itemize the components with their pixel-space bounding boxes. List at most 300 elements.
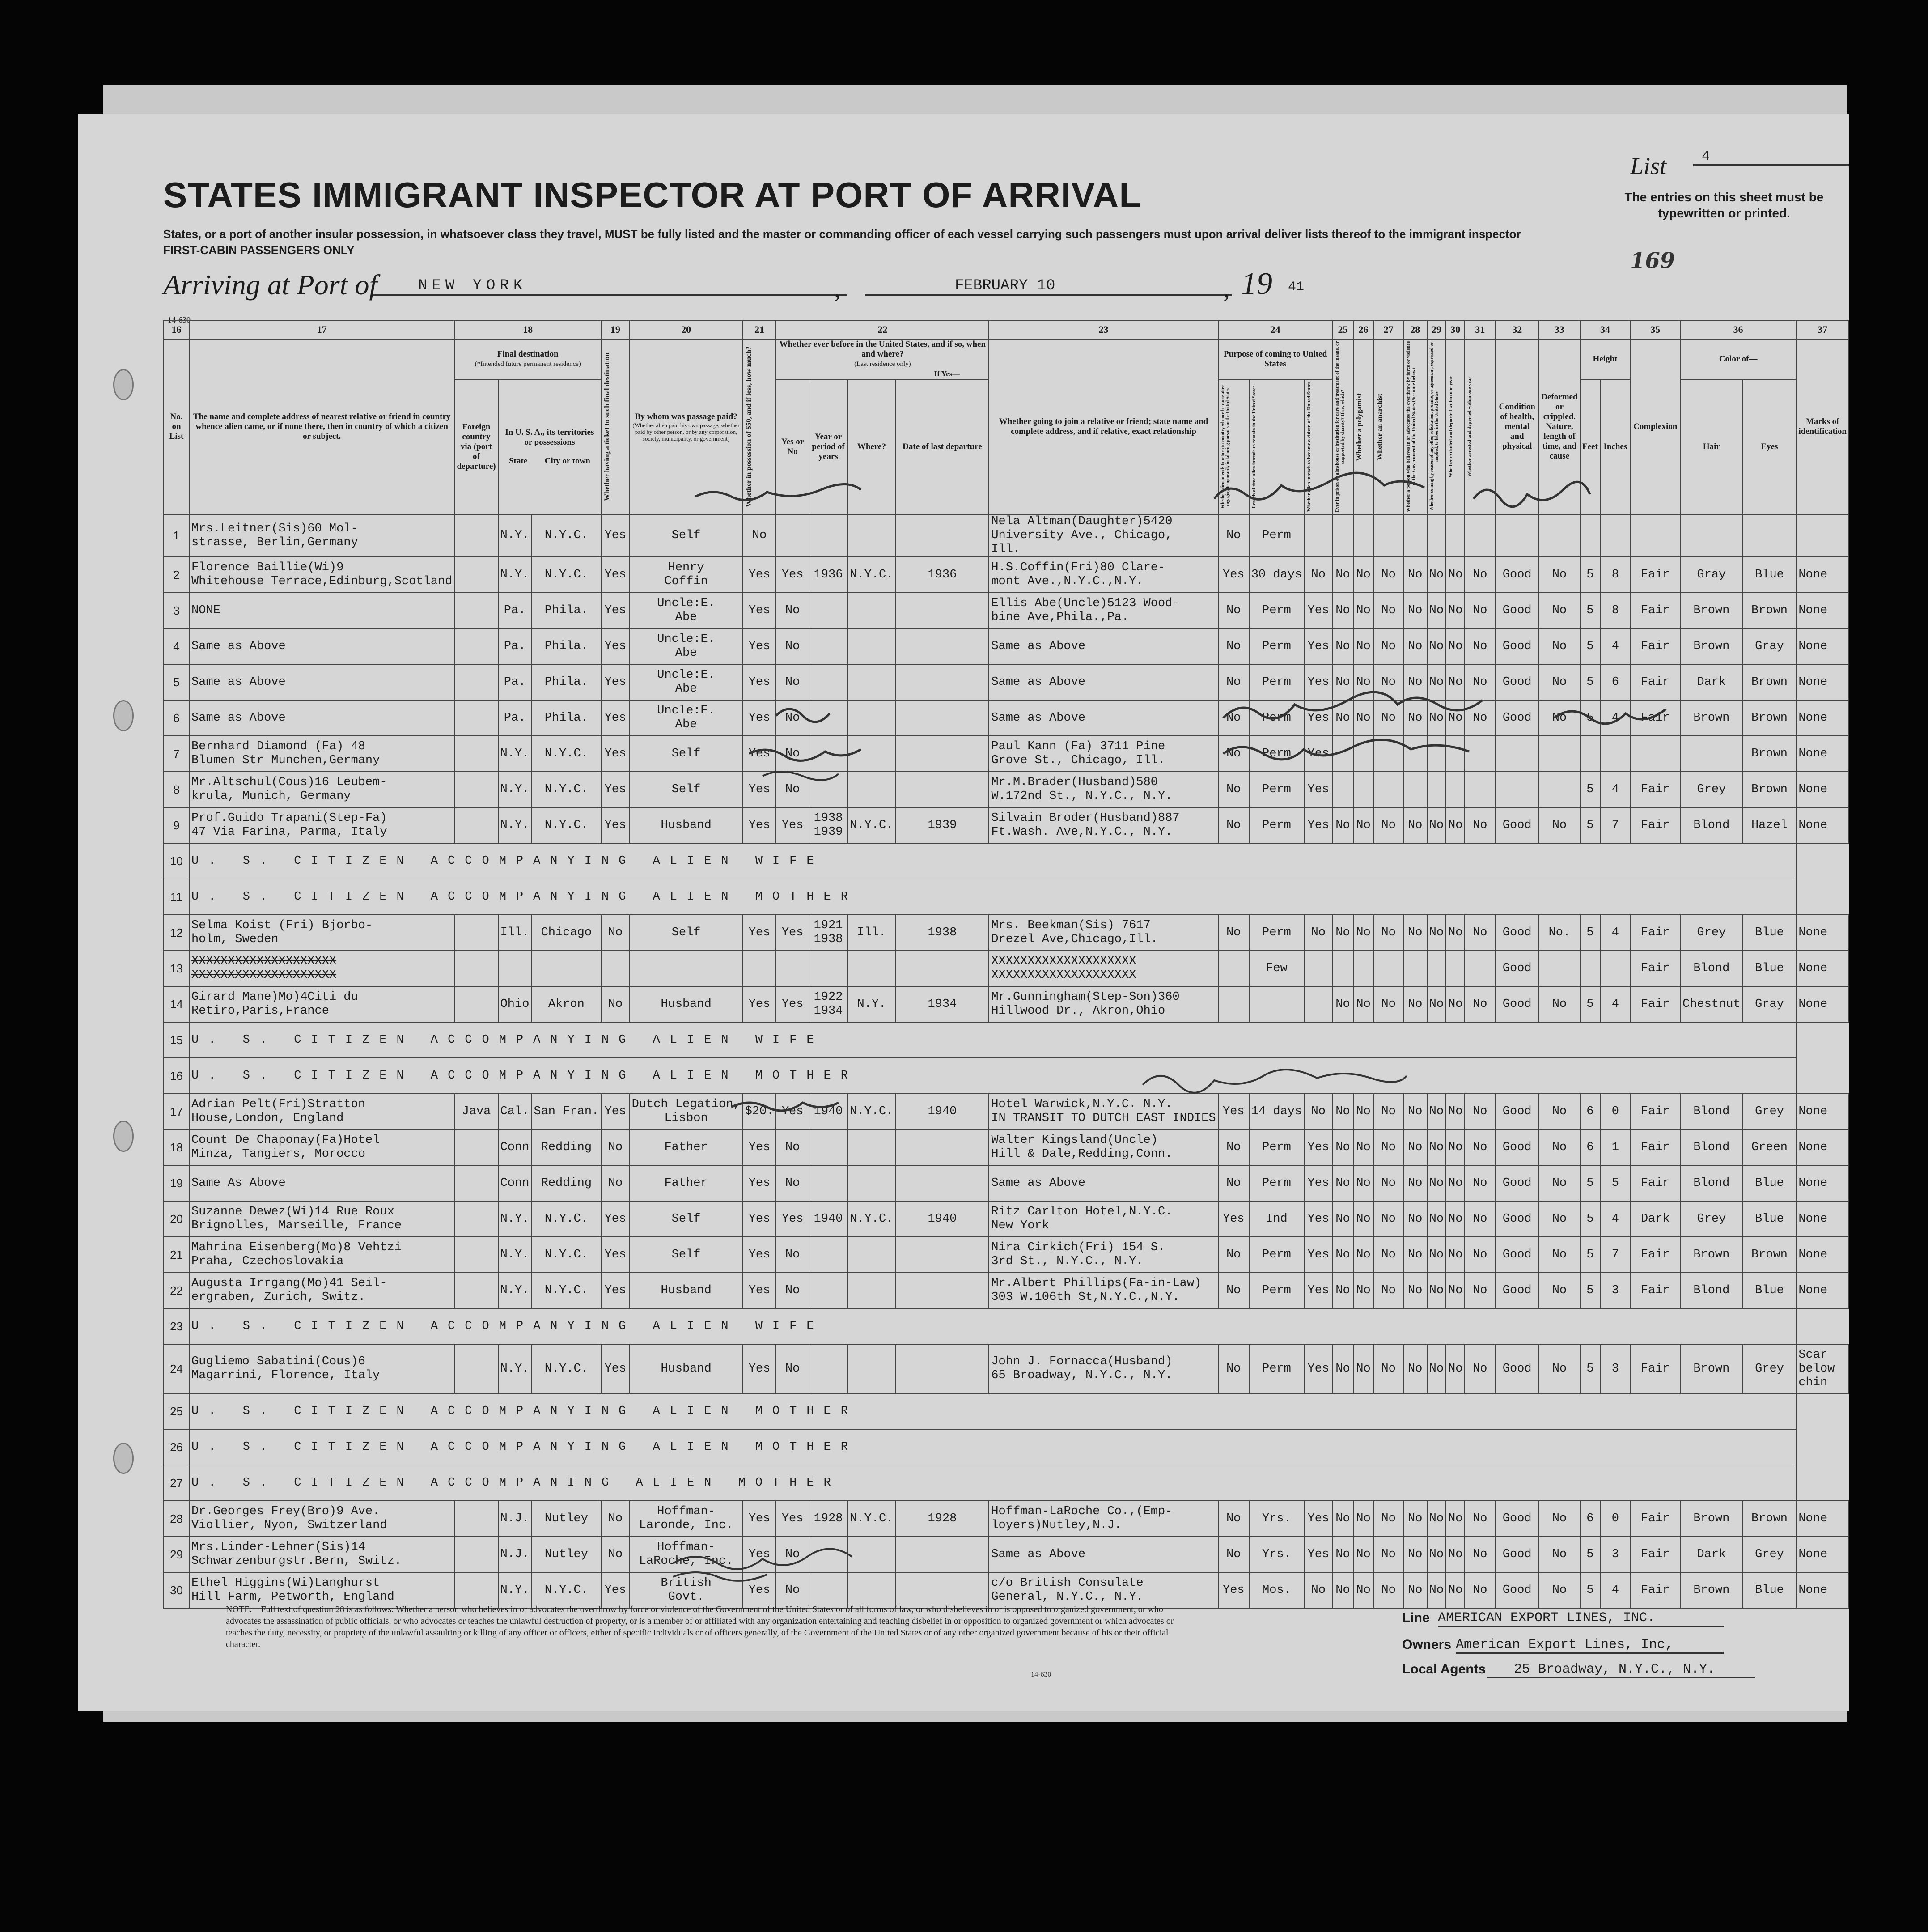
complexion-cell: Fair: [1630, 951, 1680, 986]
col-31-cell: No: [1465, 557, 1495, 593]
passage-paid-line: LaRoche, Inc.: [639, 1554, 733, 1568]
table-row: [164, 1129, 1849, 1165]
possession-cell: Yes: [743, 593, 776, 628]
relative-cell: [189, 1273, 454, 1308]
foreign-country-cell: [454, 1537, 498, 1572]
state-cell: N.Y.: [498, 1344, 532, 1393]
row-number: 22: [164, 1273, 189, 1308]
col-31-cell: [1465, 736, 1495, 772]
purpose-c-cell: Yes: [1304, 772, 1332, 807]
ticket-label: Whether having a ticket to such final destination: [603, 352, 611, 501]
col-30-cell: No: [1446, 664, 1465, 700]
purpose-b-cell: Perm: [1249, 1273, 1304, 1308]
footnote: NOTE.—Full text of question 28 is as follows: Whether a person who believes in or advocates the overthrow by force or violence of the Government of the United States or of all forms of law, or who disbelieves in or is opposed to organized government, or who advocates the assassination of public officials, or who advocates or teaches the unlawful destruction of property, or is a member of or affiliated with any organization entertaining and teaching disbelief in or opposition to organized government or which advocates or teaches the duty, necessity, or propriety of the unlawful assaulting or killing of any officer or officers, either of specific individuals or of officers generally, of the Government of the United States or of any other organized government because of his or their official character.: [226, 1605, 1174, 1649]
col-30-cell: No: [1446, 1201, 1465, 1237]
hair-cell: Blond: [1680, 951, 1743, 986]
col-28-cell: No: [1403, 807, 1427, 843]
table-row: [164, 1201, 1849, 1237]
col-31-cell: No: [1465, 700, 1495, 736]
col-28-cell: [1403, 736, 1427, 772]
col-26-cell: No: [1353, 1094, 1374, 1129]
table-row: [164, 1429, 1849, 1465]
inches-cell: 4: [1600, 628, 1630, 664]
state-cell: [498, 951, 532, 986]
hair-cell: [1680, 514, 1743, 557]
purpose-b-cell: Yrs.: [1249, 1501, 1304, 1537]
col-30-cell: No: [1446, 700, 1465, 736]
relative-cell: [189, 628, 454, 664]
binder-hole: [113, 1121, 134, 1152]
col-30-cell: No: [1446, 986, 1465, 1022]
joining-line: Hoffman-LaRoche Co.,(Emp-: [991, 1505, 1173, 1518]
marks-cell: None: [1796, 1165, 1849, 1201]
inches-cell: 4: [1600, 1201, 1630, 1237]
joining-cell: [989, 664, 1218, 700]
joining-cell: [989, 700, 1218, 736]
before-in-us-cell: Yes: [776, 915, 809, 951]
col-29-cell: [1427, 772, 1446, 807]
col-31-cell: No: [1465, 1273, 1495, 1308]
joining-cell: [989, 1165, 1218, 1201]
col-28-cell: No: [1403, 1165, 1427, 1201]
city-cell: Nutley: [531, 1501, 601, 1537]
col-26-cell: No: [1353, 986, 1374, 1022]
column-number: 24: [1218, 320, 1333, 339]
col-27-cell: [1374, 736, 1403, 772]
joining-line: c/o British Consulate: [991, 1576, 1144, 1590]
col-26-cell: No: [1353, 1165, 1374, 1201]
feet-cell: 5: [1580, 1237, 1601, 1273]
inches-cell: 0: [1600, 1094, 1630, 1129]
departure-date-cell: [895, 1344, 989, 1393]
complexion-cell: Fair: [1630, 593, 1680, 628]
ticket-cell: No: [601, 986, 629, 1022]
purpose-b-cell: 14 days: [1249, 1094, 1304, 1129]
relative-line: 47 Via Farina, Parma, Italy: [191, 825, 387, 839]
col-30-cell: [1446, 736, 1465, 772]
passage-paid-line: Self: [671, 926, 701, 939]
ticket-cell: Yes: [601, 593, 629, 628]
table-row: [164, 1501, 1849, 1537]
joining-line: H.S.Coffin(Fri)80 Clare-: [991, 561, 1165, 574]
marks-cell: None: [1796, 1501, 1849, 1537]
health-cell: Good: [1495, 664, 1539, 700]
col-25-cell: No: [1332, 807, 1353, 843]
line-label: Line: [1402, 1610, 1430, 1625]
possession-label: Whether in possession of $50, and if less, how much?: [745, 346, 753, 507]
possession-cell: Yes: [743, 1165, 776, 1201]
manifest-rows: [164, 514, 1849, 1608]
inches-cell: 5: [1600, 1165, 1630, 1201]
agents-label: Local Agents: [1402, 1662, 1486, 1677]
agents-value: 25 Broadway, N.Y.C., N.Y.: [1487, 1662, 1755, 1678]
row-number: 29: [164, 1537, 189, 1572]
row-number: 12: [164, 915, 189, 951]
foreign-country-cell: [454, 1273, 498, 1308]
purpose-b-label: Length of time alien intends to remain in the United States: [1251, 385, 1257, 509]
joining-line: General, N.Y.C., N.Y.: [991, 1590, 1144, 1604]
where-cell: [847, 1273, 895, 1308]
departure-date-cell: [895, 1273, 989, 1308]
purpose-c-cell: No: [1304, 1094, 1332, 1129]
col-27-cell: No: [1374, 807, 1403, 843]
row-number: 4: [164, 628, 189, 664]
year-period-line: 1938: [814, 933, 843, 946]
departure-date-cell: [895, 772, 989, 807]
where-cell: [847, 772, 895, 807]
state-cell: N.Y.: [498, 1273, 532, 1308]
hair-cell: Gray: [1680, 557, 1743, 593]
joining-line: New York: [991, 1219, 1049, 1232]
year-period-cell: [809, 1501, 847, 1537]
col-28-cell: [1403, 514, 1427, 557]
relative-line: Hill Farm, Petworth, England: [191, 1590, 394, 1604]
foreign-country-cell: [454, 557, 498, 593]
final-destination-label: Final destination: [497, 349, 559, 359]
final-destination-sub: (*Intended future permanent residence): [475, 361, 581, 368]
purpose-a-cell: Yes: [1218, 557, 1249, 593]
passage-paid-line: Lisbon: [664, 1112, 708, 1125]
joining-line: IN TRANSIT TO DUTCH EAST INDIES: [991, 1112, 1216, 1125]
col-28-cell: No: [1403, 557, 1427, 593]
col-31-cell: No: [1465, 915, 1495, 951]
col-25-cell: No: [1332, 1237, 1353, 1273]
header-col-32: Condition of health, mental and physical: [1495, 339, 1539, 514]
relative-cell: [189, 772, 454, 807]
complexion-cell: Fair: [1630, 700, 1680, 736]
column-number: 32: [1495, 320, 1539, 339]
complexion-cell: Fair: [1630, 1537, 1680, 1572]
col-27-cell: No: [1374, 557, 1403, 593]
ticket-cell: Yes: [601, 628, 629, 664]
before-in-us-cell: [776, 514, 809, 557]
possession-cell: Yes: [743, 807, 776, 843]
state-cell: N.Y.: [498, 514, 532, 557]
hair-cell: Brown: [1680, 1572, 1743, 1608]
inches-cell: 3: [1600, 1537, 1630, 1572]
col-25-label: Ever in prison or almshouse or institution for care and treatment of the insane, or supported by charity? If so, which?: [1335, 341, 1346, 513]
purpose-c-cell: Yes: [1304, 1129, 1332, 1165]
header-inches: Inches: [1600, 379, 1630, 514]
joining-line: Nira Cirkich(Fri) 154 S.: [991, 1241, 1165, 1254]
deformed-cell: No: [1539, 1537, 1580, 1572]
passage-paid-cell: [630, 1201, 743, 1237]
possession-cell: Yes: [743, 1273, 776, 1308]
year-period-cell: [809, 772, 847, 807]
passage-paid-cell: [630, 915, 743, 951]
ticket-cell: Yes: [601, 557, 629, 593]
passage-paid-line: Father: [664, 1176, 708, 1190]
joining-cell: [989, 986, 1218, 1022]
joining-line: Same as Above: [991, 1176, 1085, 1190]
ticket-cell: No: [601, 1501, 629, 1537]
before-in-us-cell: No: [776, 1237, 809, 1273]
col-29-label: Whether coming by reason of any offer, solicitation, promise, or agreement, expressed or implied, to labor in the United States: [1429, 342, 1439, 511]
col-30-cell: No: [1446, 807, 1465, 843]
header-col-26: [1353, 339, 1374, 514]
col-27-cell: No: [1374, 1094, 1403, 1129]
col-25-cell: [1332, 772, 1353, 807]
col-30-cell: No: [1446, 593, 1465, 628]
year-period-cell: [809, 664, 847, 700]
binder-hole: [113, 1443, 134, 1474]
deformed-cell: No: [1539, 986, 1580, 1022]
col-31-cell: No: [1465, 1344, 1495, 1393]
purpose-a-cell: Yes: [1218, 1572, 1249, 1608]
header-joining: Whether going to join a relative or friend; state name and complete address, and if relative, exact relationship: [989, 339, 1218, 514]
col-27-cell: No: [1374, 986, 1403, 1022]
col-27-cell: No: [1374, 1501, 1403, 1537]
header-final-destination: [454, 339, 601, 379]
deformed-cell: [1539, 736, 1580, 772]
row-number: 26: [164, 1429, 189, 1465]
joining-line: Mr.M.Brader(Husband)580: [991, 776, 1158, 789]
departure-date-cell: 1938: [895, 915, 989, 951]
col-31-cell: No: [1465, 664, 1495, 700]
col-26-cell: No: [1353, 628, 1374, 664]
eyes-cell: Grey: [1743, 1537, 1797, 1572]
citizen-note: U. S. CITIZEN ACCOMPANYING ALIEN MOTHER: [189, 879, 1796, 915]
city-cell: San Fran.: [531, 1094, 601, 1129]
passage-paid-line: Husband: [661, 997, 712, 1011]
deformed-cell: No: [1539, 1165, 1580, 1201]
relative-cell: [189, 915, 454, 951]
col-25-cell: No: [1332, 1501, 1353, 1537]
purpose-b-cell: Perm: [1249, 1129, 1304, 1165]
joining-cell: [989, 557, 1218, 593]
health-cell: Good: [1495, 915, 1539, 951]
feet-cell: 5: [1580, 772, 1601, 807]
ticket-cell: Yes: [601, 736, 629, 772]
ticket-cell: Yes: [601, 1344, 629, 1393]
year-period-cell: [809, 1094, 847, 1129]
departure-date-cell: [895, 951, 989, 986]
foreign-country-cell: [454, 915, 498, 951]
eyes-cell: Hazel: [1743, 807, 1797, 843]
possession-cell: $20.: [743, 1094, 776, 1129]
joining-cell: [989, 593, 1218, 628]
joining-line: 3rd St., N.Y.C., N.Y.: [991, 1255, 1144, 1268]
inches-cell: 0: [1600, 1501, 1630, 1537]
col-28-cell: No: [1403, 1201, 1427, 1237]
header-date-departure: Date of last departure: [895, 379, 989, 514]
where-cell: [847, 700, 895, 736]
purpose-c-cell: Yes: [1304, 1537, 1332, 1572]
col-31-cell: No: [1465, 1501, 1495, 1537]
citizen-note: U. S. CITIZEN ACCOMPANYING ALIEN MOTHER: [189, 1429, 1796, 1465]
purpose-b-cell: Perm: [1249, 1237, 1304, 1273]
joining-line: Paul Kann (Fa) 3711 Pine: [991, 740, 1165, 753]
col-25-cell: No: [1332, 628, 1353, 664]
health-cell: Good: [1495, 951, 1539, 986]
possession-cell: Yes: [743, 1572, 776, 1608]
col-27-cell: No: [1374, 593, 1403, 628]
column-number: 34: [1580, 320, 1631, 339]
joining-line: 65 Broadway, N.Y.C., N.Y.: [991, 1369, 1173, 1382]
state-cell: N.Y.: [498, 557, 532, 593]
passage-paid-cell: [630, 1572, 743, 1608]
joining-line: Silvain Broder(Husband)887: [991, 811, 1180, 825]
eyes-cell: Grey: [1743, 1344, 1797, 1393]
relative-line: Magarrini, Florence, Italy: [191, 1369, 380, 1382]
header-col-29: [1427, 339, 1446, 514]
column-number: 33: [1539, 320, 1580, 339]
inches-cell: 3: [1600, 1273, 1630, 1308]
foreign-country-cell: [454, 1501, 498, 1537]
marks-cell: None: [1796, 736, 1849, 772]
health-cell: Good: [1495, 1501, 1539, 1537]
header-col-30: [1446, 339, 1465, 514]
purpose-b-cell: Perm: [1249, 736, 1304, 772]
hair-cell: [1680, 736, 1743, 772]
where-cell: [847, 514, 895, 557]
relative-cell: [189, 1201, 454, 1237]
before-in-us-cell: No: [776, 1165, 809, 1201]
row-number: 3: [164, 593, 189, 628]
port-value: NEW YORK: [373, 277, 847, 296]
ticket-cell: Yes: [601, 514, 629, 557]
passage-paid-cell: [630, 1165, 743, 1201]
deformed-cell: No: [1539, 628, 1580, 664]
year-suffix: 41: [1288, 280, 1305, 295]
year-period-line: 1928: [814, 1512, 843, 1525]
col-30-cell: No: [1446, 915, 1465, 951]
passage-paid-line: Self: [671, 1212, 701, 1226]
year-period-line: 1921: [814, 919, 843, 932]
col-26-cell: [1353, 951, 1374, 986]
col-26-cell: No: [1353, 915, 1374, 951]
citizen-note: U. S. CITIZEN ACCOMPANING ALIEN MOTHER: [189, 1465, 1796, 1501]
foreign-country-cell: Java: [454, 1094, 498, 1129]
col-29-cell: No: [1427, 986, 1446, 1022]
purpose-b-cell: Mos.: [1249, 1572, 1304, 1608]
column-number: 17: [189, 320, 454, 339]
passage-paid-line: Hoffman-: [657, 1505, 715, 1518]
state-city-labels: [500, 456, 599, 466]
comma: ,: [1223, 273, 1230, 303]
row-number: 15: [164, 1022, 189, 1058]
table-row: [164, 700, 1849, 736]
in-usa-label: In U. S. A., its territories or possessions: [505, 428, 594, 447]
table-row: [164, 736, 1849, 772]
ticket-cell: Yes: [601, 1572, 629, 1608]
relative-cell: [189, 1537, 454, 1572]
purpose-c-cell: Yes: [1304, 628, 1332, 664]
relative-cell: [189, 593, 454, 628]
col-30-label: Whether excluded and deported within one year: [1448, 376, 1454, 478]
year-period-cell: [809, 700, 847, 736]
row-number: 9: [164, 807, 189, 843]
purpose-a-cell: No: [1218, 514, 1249, 557]
complexion-cell: Fair: [1630, 915, 1680, 951]
col-27-cell: No: [1374, 1344, 1403, 1393]
inches-cell: [1600, 736, 1630, 772]
health-cell: Good: [1495, 1094, 1539, 1129]
table-row: [164, 986, 1849, 1022]
foreign-country-cell: [454, 1165, 498, 1201]
hair-cell: Brown: [1680, 1237, 1743, 1273]
column-number: 18: [454, 320, 601, 339]
purpose-a-cell: No: [1218, 1344, 1249, 1393]
deformed-cell: No: [1539, 664, 1580, 700]
inches-cell: 8: [1600, 593, 1630, 628]
deformed-cell: No: [1539, 1094, 1580, 1129]
relative-line: Suzanne Dewez(Wi)14 Rue Roux: [191, 1205, 394, 1219]
joining-line: Same as Above: [991, 639, 1085, 653]
relative-line: XXXXXXXXXXXXXXXXXXXX: [191, 968, 337, 982]
col-29-cell: [1427, 736, 1446, 772]
header-col-27: [1374, 339, 1403, 514]
relative-line: Mahrina Eisenberg(Mo)8 Vehtzi: [191, 1241, 402, 1254]
foreign-country-cell: [454, 1129, 498, 1165]
relative-line: Selma Koist (Fri) Bjorbo-: [191, 919, 373, 932]
instructions-line-1: States, or a port of another insular possession, in whatsoever class they travel, MUST be fully listed and the master or commanding officer of each vessel carrying such passengers must upon arrival deliver lists thereof to the immigrant inspector: [163, 227, 1521, 241]
state-cell: Conn: [498, 1129, 532, 1165]
state-cell: N.Y.: [498, 772, 532, 807]
health-cell: Good: [1495, 807, 1539, 843]
relative-line: Same As Above: [191, 1176, 286, 1190]
joining-line: Grove St., Chicago, Ill.: [991, 754, 1165, 767]
typewritten-note: The entries on this sheet must be typewritten or printed.: [1624, 190, 1824, 220]
col-29-cell: No: [1427, 700, 1446, 736]
col-30-cell: No: [1446, 1165, 1465, 1201]
relative-line: Same as Above: [191, 639, 286, 653]
purpose-c-cell: No: [1304, 915, 1332, 951]
col-25-cell: No: [1332, 700, 1353, 736]
before-in-us-cell: No: [776, 593, 809, 628]
state-cell: Conn: [498, 1165, 532, 1201]
row-number: 20: [164, 1201, 189, 1237]
relative-line: holm, Sweden: [191, 933, 279, 946]
col-26-cell: No: [1353, 807, 1374, 843]
col-28-cell: No: [1403, 1094, 1427, 1129]
relative-cell: [189, 1129, 454, 1165]
eyes-cell: Blue: [1743, 1572, 1797, 1608]
binder-hole: [113, 369, 134, 400]
row-number: 5: [164, 664, 189, 700]
before-in-us-cell: Yes: [776, 807, 809, 843]
inches-cell: 4: [1600, 986, 1630, 1022]
table-row: [164, 514, 1849, 557]
col-31-cell: [1465, 772, 1495, 807]
health-cell: Good: [1495, 593, 1539, 628]
departure-date-cell: [895, 514, 989, 557]
relative-cell: [189, 664, 454, 700]
where-cell: [847, 1344, 895, 1393]
table-row: [164, 664, 1849, 700]
year-period-line: 1939: [814, 825, 843, 839]
feet-cell: 5: [1580, 1344, 1601, 1393]
feet-cell: 5: [1580, 593, 1601, 628]
col-28-cell: No: [1403, 986, 1427, 1022]
purpose-a-cell: [1218, 986, 1249, 1022]
row-number: 24: [164, 1344, 189, 1393]
feet-cell: [1580, 951, 1601, 986]
year-period-line: 1940: [814, 1212, 843, 1226]
foreign-country-cell: [454, 986, 498, 1022]
col-30-cell: No: [1446, 557, 1465, 593]
eyes-cell: Brown: [1743, 593, 1797, 628]
foreign-country-cell: [454, 951, 498, 986]
feet-cell: 5: [1580, 557, 1601, 593]
purpose-b-cell: 30 days: [1249, 557, 1304, 593]
passage-paid-cell: [630, 1237, 743, 1273]
purpose-c-cell: [1304, 514, 1332, 557]
purpose-a-cell: No: [1218, 664, 1249, 700]
relative-line: krula, Munich, Germany: [191, 790, 351, 803]
passage-paid-cell: [630, 557, 743, 593]
purpose-a-cell: No: [1218, 1273, 1249, 1308]
